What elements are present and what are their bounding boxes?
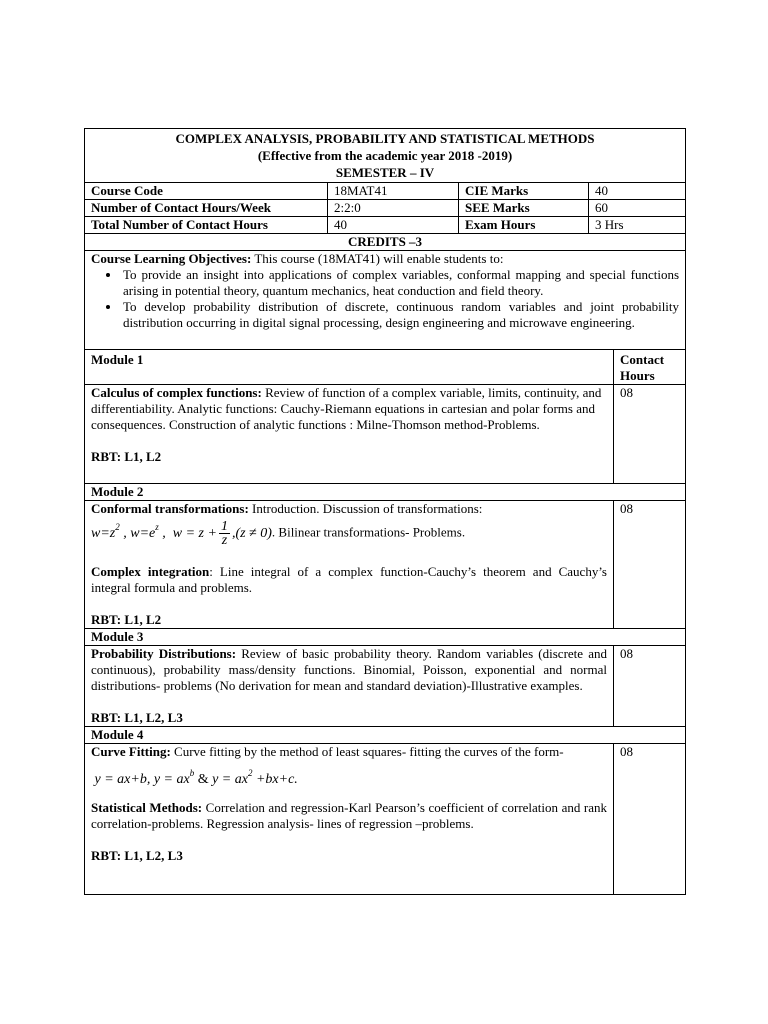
module-4-topic: Curve Fitting: (91, 744, 171, 759)
module-2-rbt: RBT: L1, L2 (91, 612, 162, 627)
module-1-row (85, 385, 686, 484)
module-1-rbt: RBT: L1, L2 (91, 449, 162, 464)
module-4-title-row (85, 727, 686, 744)
module-4-intro (91, 744, 607, 760)
objectives-label: Course Learning Objectives: (91, 251, 252, 266)
contact-week-label: Number of Contact Hours/Week (85, 200, 328, 217)
module-4-text-2: Correlation and regression-Karl Pearson’s coefficient of correlation and rank correlation-problems. Regression analysis- lines of regression –problems. (91, 800, 607, 831)
see-marks-value: 60 (589, 200, 686, 217)
course-code-label: Course Code (85, 183, 328, 200)
objectives-list (91, 267, 679, 331)
module-1-title: Module 1 (85, 350, 614, 385)
module-4-text: Curve fitting by the method of least squares- fitting the curves of the form- (170, 744, 564, 759)
module-1-description (91, 385, 607, 433)
module-2-formula-tail: . Bilinear transformations- Problems. (271, 524, 466, 540)
contact-hours-header: Contact Hours (614, 350, 686, 385)
info-row-contact-week (85, 200, 686, 217)
course-title: COMPLEX ANALYSIS, PROBABILITY AND STATISTICAL METHODS (175, 131, 595, 146)
module-4-row (85, 744, 686, 895)
title-row (85, 129, 686, 183)
cie-marks-label: CIE Marks (459, 183, 589, 200)
module-header-row (85, 350, 686, 385)
curve-formula: y = ax+b, $y = ax^b$ & $y = ax^2 +bx+c$. (91, 768, 298, 787)
module-2-hours: 08 (614, 501, 686, 629)
total-hours-label: Total Number of Contact Hours (85, 217, 328, 234)
module-3-title: Module 3 (85, 629, 686, 646)
course-code-value: 18MAT41 (328, 183, 459, 200)
credits-row (85, 234, 686, 251)
info-row-course-code (85, 183, 686, 200)
module-4-statistics (91, 800, 607, 832)
objectives-row (85, 251, 686, 350)
module-4-rbt: RBT: L1, L2, L3 (91, 848, 183, 863)
objectives-text: This course (18MAT41) will enable students to: (251, 251, 504, 266)
objectives-intro (91, 251, 679, 267)
module-2-title-row (85, 484, 686, 501)
objective-item: • To provide an insight into applications of complex variables, conformal mapping and special functions arising in potential theory, quantum mechanics, heat conduction and field theory. (121, 267, 679, 299)
semester: SEMESTER – IV (335, 165, 435, 180)
module-2-topic: Conformal transformations: (91, 501, 249, 516)
module-3-hours: 08 (614, 646, 686, 727)
cie-marks-value: 40 (589, 183, 686, 200)
exam-hours-value: 3 Hrs (589, 217, 686, 234)
objective-item: • To develop probability distribution of discrete, continuous random variables and joint probability distribution occurring in digital signal processing, design engineering and microwave engineering. (121, 299, 679, 331)
syllabus-sheet (84, 128, 685, 895)
effective-year: (Effective from the academic year 2018 -2019) (257, 148, 513, 163)
module-2-integration (91, 564, 607, 596)
module-3-rbt: RBT: L1, L2, L3 (91, 710, 183, 725)
module-2-row (85, 501, 686, 629)
module-3-title-row (85, 629, 686, 646)
module-2-text: Introduction. Discussion of transformations: (248, 501, 483, 516)
module-3-row (85, 646, 686, 727)
module-1-hours: 08 (614, 385, 686, 484)
module-4-hours: 08 (614, 744, 686, 895)
transform-formula: $w=z^2$ , $w=e^z$ , w = z + $\frac{1}{z}$ ,(z ≠ 0) (91, 519, 272, 548)
info-row-total-hours (85, 217, 686, 234)
module-3-description (91, 646, 607, 694)
module-2-formula (91, 520, 607, 554)
module-4-title: Module 4 (85, 727, 686, 744)
see-marks-label: SEE Marks (459, 200, 589, 217)
module-3-text: Review of basic probability theory. Random variables (discrete and continuous), probability mass/density functions. Binomial, Poisson, exponential and normal distributions- problems (No derivation for mean and standard deviation)-Illustrative examples. (91, 646, 607, 693)
module-4-topic-2: Statistical Methods: (91, 800, 203, 815)
module-3-topic: Probability Distributions: (91, 646, 237, 661)
exam-hours-label: Exam Hours (459, 217, 589, 234)
module-2-intro (91, 501, 607, 517)
module-2-topic-2: Complex integration (91, 564, 210, 579)
contact-week-value: 2:2:0 (328, 200, 459, 217)
module-1-text: Review of function of a complex variable, limits, continuity, and differentiability. Analytic functions: Cauchy-Riemann equations in cartesian and polar forms and consequences. Construction of analytic functions : Milne-Thomson method-Problems. (91, 385, 602, 432)
syllabus-table (84, 128, 686, 895)
total-hours-value: 40 (328, 217, 459, 234)
credits: CREDITS –3 (85, 234, 686, 251)
module-2-text-2: : Line integral of a complex function-Cauchy’s theorem and Cauchy’s integral formula and problems. (91, 564, 607, 595)
module-1-topic: Calculus of complex functions: (91, 385, 262, 400)
module-2-title: Module 2 (85, 484, 686, 501)
